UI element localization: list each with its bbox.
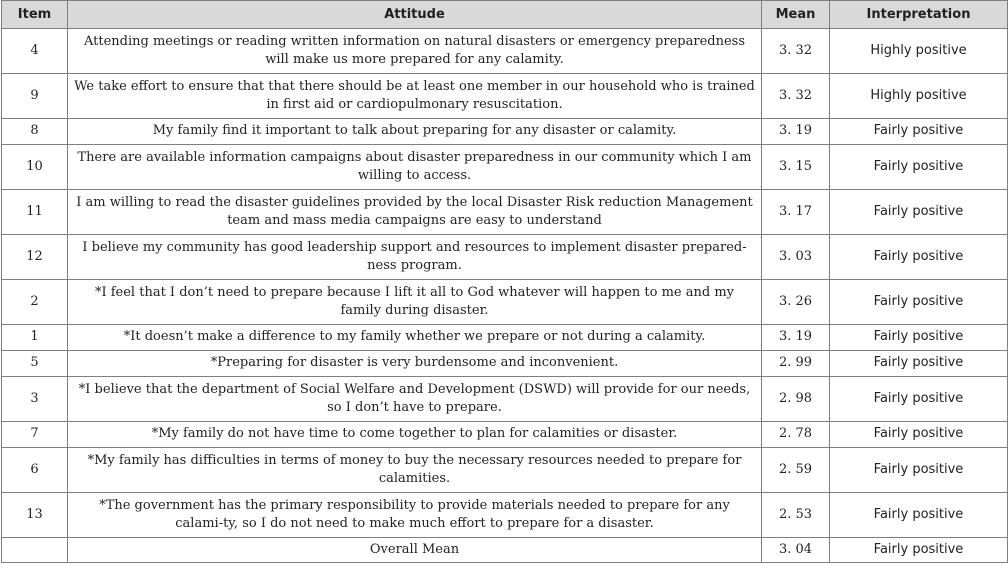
table-row [2,422,1008,448]
item-number: 13 [2,493,68,538]
header-interpretation: Interpretation [830,1,1008,29]
mean-value: 3. 15 [762,145,830,190]
attitude-statement: *It doesn’t make a difference to my family whether we prepare or not during a calamity. [68,325,762,351]
attitude-statement: *I feel that I don’t need to prepare because I lift it all to God whatever will happen to me and my family during disaster. [68,280,762,325]
mean-value: 3. 19 [762,119,830,145]
table-row [2,74,1008,119]
table-row [2,119,1008,145]
mean-value: 3. 32 [762,74,830,119]
mean-value: 2. 78 [762,422,830,448]
item-number: 2 [2,280,68,325]
interpretation-value: Fairly positive [830,325,1008,351]
interpretation-value: Fairly positive [830,448,1008,493]
item-number: 10 [2,145,68,190]
table-row [2,448,1008,493]
interpretation-value: Highly positive [830,29,1008,74]
mean-value: 2. 98 [762,377,830,422]
attitude-statement: My family find it important to talk about preparing for any disaster or calamity. [68,119,762,145]
attitude-statement: *My family do not have time to come together to plan for calamities or disaster. [68,422,762,448]
table-row [2,351,1008,377]
attitude-statement: We take effort to ensure that that there should be at least one member in our household who is trained in first aid or cardiopulmonary resuscitation. [68,74,762,119]
interpretation-value: Fairly positive [830,422,1008,448]
overall-interpretation: Fairly positive [830,538,1008,563]
interpretation-value: Highly positive [830,74,1008,119]
interpretation-value: Fairly positive [830,190,1008,235]
mean-value: 3. 03 [762,235,830,280]
item-number: 1 [2,325,68,351]
interpretation-value: Fairly positive [830,235,1008,280]
table-row [2,190,1008,235]
table-row [2,325,1008,351]
attitude-statement: *I believe that the department of Social Welfare and Development (DSWD) will provide for our needs, so I don’t have to prepare. [68,377,762,422]
table-row [2,280,1008,325]
item-number: 8 [2,119,68,145]
interpretation-value: Fairly positive [830,280,1008,325]
attitude-statement: *Preparing for disaster is very burdensome and inconvenient. [68,351,762,377]
item-number: 5 [2,351,68,377]
interpretation-value: Fairly positive [830,119,1008,145]
attitude-statement: Attending meetings or reading written information on natural disasters or emergency preparedness will make us more prepared for any calamity. [68,29,762,74]
header-row [2,1,1008,29]
interpretation-value: Fairly positive [830,145,1008,190]
attitude-statement: I am willing to read the disaster guidelines provided by the local Disaster Risk reduction Management team and mass media campaigns are easy to understand [68,190,762,235]
item-number: 11 [2,190,68,235]
mean-value: 3. 19 [762,325,830,351]
mean-value: 3. 32 [762,29,830,74]
item-number: 3 [2,377,68,422]
overall-item-empty [2,538,68,563]
overall-mean-label: Overall Mean [68,538,762,563]
interpretation-value: Fairly positive [830,377,1008,422]
mean-value: 3. 26 [762,280,830,325]
interpretation-value: Fairly positive [830,351,1008,377]
attitude-table [1,0,1008,563]
header-mean: Mean [762,1,830,29]
table-row [2,235,1008,280]
attitude-statement: *My family has difficulties in terms of money to buy the necessary resources needed to prepare for calamities. [68,448,762,493]
mean-value: 2. 59 [762,448,830,493]
interpretation-value: Fairly positive [830,493,1008,538]
table-row [2,493,1008,538]
item-number: 4 [2,29,68,74]
item-number: 7 [2,422,68,448]
overall-mean-value: 3. 04 [762,538,830,563]
mean-value: 2. 99 [762,351,830,377]
attitude-statement: *The government has the primary responsibility to provide materials needed to prepare for any calami-ty, so I do not need to make much effort to prepare for a disaster. [68,493,762,538]
table-row [2,29,1008,74]
mean-value: 3. 17 [762,190,830,235]
attitude-statement: There are available information campaigns about disaster preparedness in our community which I am willing to access. [68,145,762,190]
attitude-statement: I believe my community has good leadership support and resources to implement disaster prepared-ness program. [68,235,762,280]
table-row [2,145,1008,190]
item-number: 9 [2,74,68,119]
item-number: 6 [2,448,68,493]
item-number: 12 [2,235,68,280]
mean-value: 2. 53 [762,493,830,538]
header-item: Item [2,1,68,29]
overall-mean-row [2,538,1008,563]
table-row [2,377,1008,422]
header-attitude: Attitude [68,1,762,29]
